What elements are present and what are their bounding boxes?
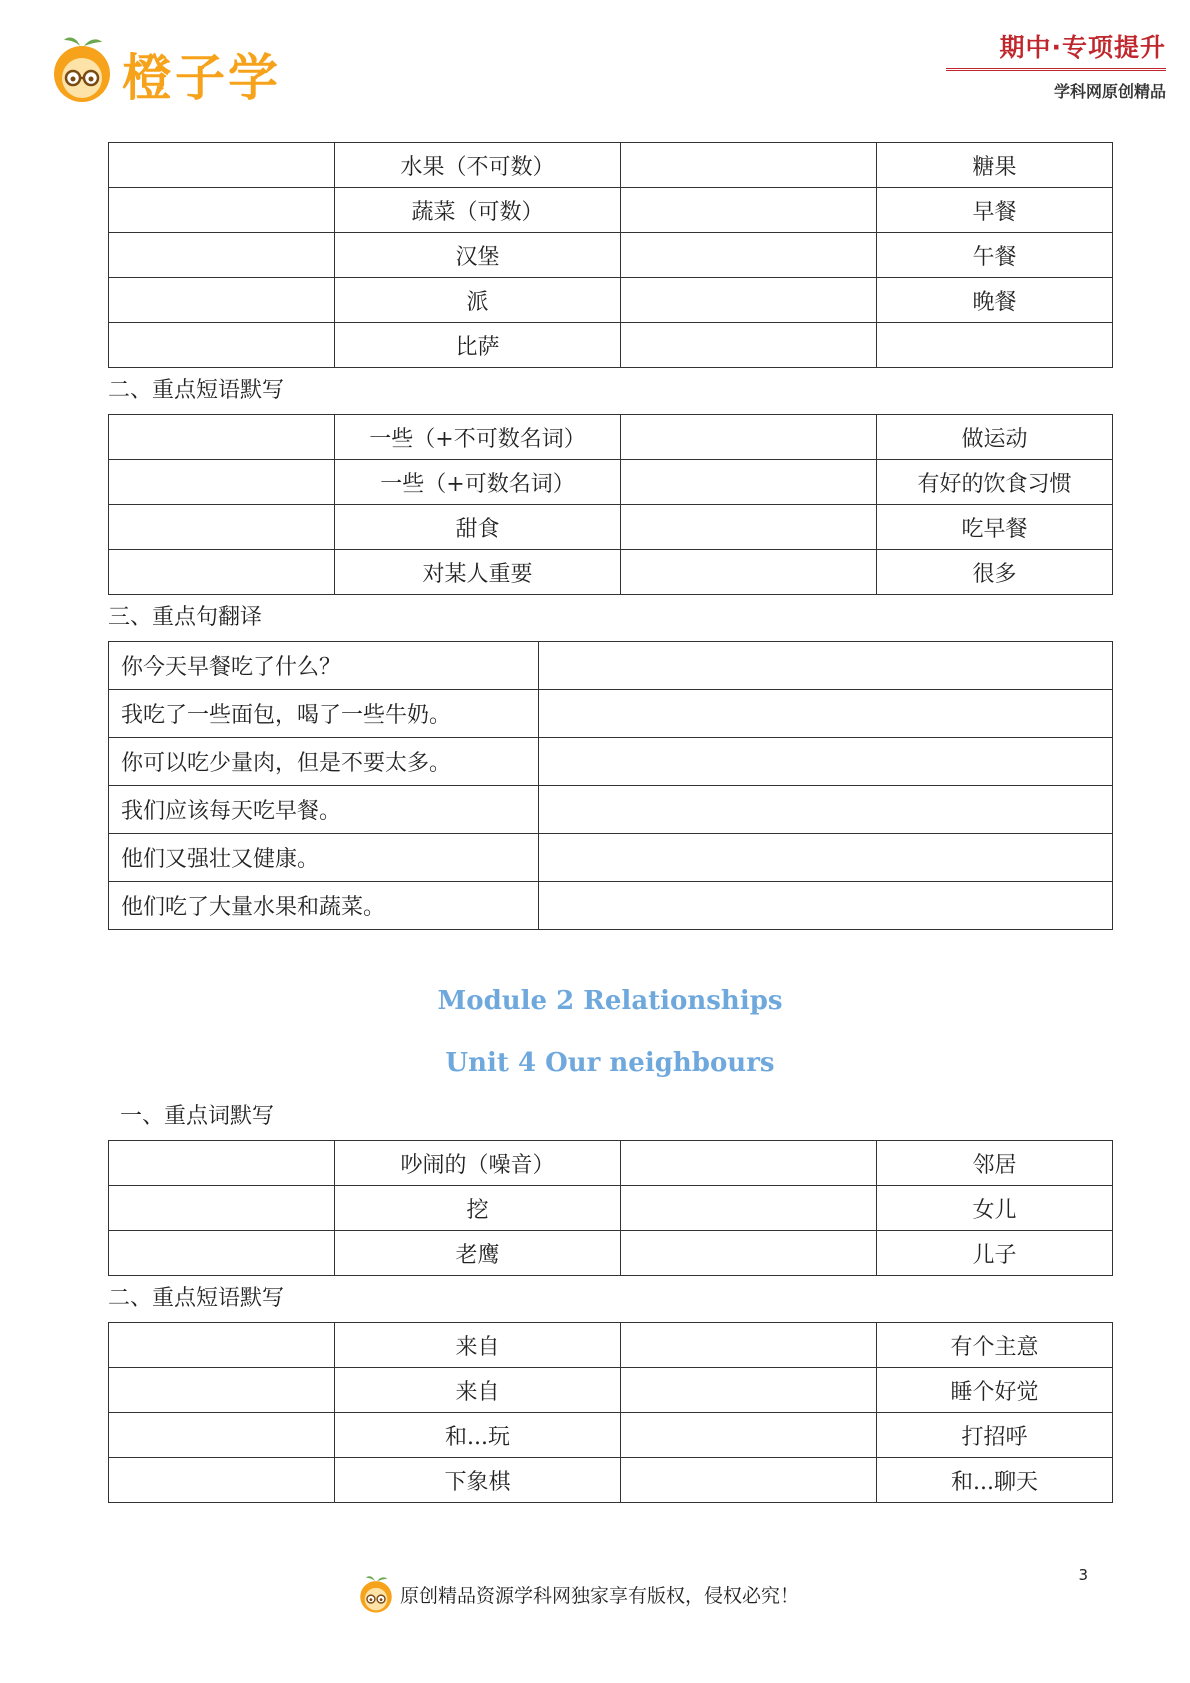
section-heading-unit-phrases: 二、重点短语默写 bbox=[108, 1286, 285, 1311]
answer-cell[interactable] bbox=[621, 143, 877, 188]
table-row bbox=[109, 415, 1113, 460]
brand-block bbox=[946, 28, 1166, 102]
page-number: 3 bbox=[1078, 1566, 1088, 1584]
section-heading-words: 一、重点词默写 bbox=[120, 1104, 275, 1129]
logo bbox=[50, 34, 290, 106]
prompt-cell: 早餐 bbox=[877, 188, 1113, 233]
table-row bbox=[109, 233, 1113, 278]
table-row bbox=[109, 1368, 1113, 1413]
prompt-cell: 晚餐 bbox=[877, 278, 1113, 323]
phrase-table bbox=[108, 414, 1113, 595]
answer-cell[interactable] bbox=[109, 550, 335, 595]
answer-cell[interactable] bbox=[621, 415, 877, 460]
prompt-cell: 汉堡 bbox=[335, 233, 621, 278]
table-row bbox=[109, 1186, 1113, 1231]
table-row bbox=[109, 550, 1113, 595]
prompt-cell: 有个主意 bbox=[877, 1323, 1113, 1368]
table-row bbox=[109, 786, 1113, 834]
logo-text: 橙子学 bbox=[122, 49, 281, 107]
answer-cell[interactable] bbox=[109, 1368, 335, 1413]
answer-cell[interactable] bbox=[621, 460, 877, 505]
answer-cell[interactable] bbox=[539, 738, 1113, 786]
answer-cell[interactable] bbox=[109, 1458, 335, 1503]
answer-cell[interactable] bbox=[621, 1368, 877, 1413]
answer-cell[interactable] bbox=[539, 642, 1113, 690]
page-footer bbox=[0, 1572, 1190, 1622]
unit-word-table bbox=[108, 1140, 1113, 1276]
table-row bbox=[109, 1458, 1113, 1503]
prompt-cell: 派 bbox=[335, 278, 621, 323]
prompt-cell: 下象棋 bbox=[335, 1458, 621, 1503]
prompt-cell: 和...聊天 bbox=[877, 1458, 1113, 1503]
answer-cell[interactable] bbox=[539, 882, 1113, 930]
answer-cell[interactable] bbox=[621, 1458, 877, 1503]
answer-cell[interactable] bbox=[621, 1141, 877, 1186]
prompt-cell: 午餐 bbox=[877, 233, 1113, 278]
table-row bbox=[109, 642, 1113, 690]
prompt-cell: 和...玩 bbox=[335, 1413, 621, 1458]
answer-cell[interactable] bbox=[621, 1231, 877, 1276]
page-header bbox=[0, 0, 1190, 120]
section-heading-sentences: 三、重点句翻译 bbox=[108, 605, 263, 630]
answer-cell[interactable] bbox=[109, 415, 335, 460]
answer-cell[interactable] bbox=[621, 278, 877, 323]
copyright-notice bbox=[358, 1572, 799, 1616]
sentence-cell: 你今天早餐吃了什么？ bbox=[109, 642, 539, 690]
prompt-cell: 女儿 bbox=[877, 1186, 1113, 1231]
answer-cell[interactable] bbox=[109, 1186, 335, 1231]
worksheet-content bbox=[108, 142, 1112, 1503]
sentence-cell: 我们应该每天吃早餐。 bbox=[109, 786, 539, 834]
unit-title: Unit 4 Our neighbours bbox=[445, 1048, 775, 1078]
table-row bbox=[109, 188, 1113, 233]
section-heading-phrases: 二、重点短语默写 bbox=[108, 378, 285, 403]
answer-cell[interactable] bbox=[109, 460, 335, 505]
vocab-table bbox=[108, 142, 1113, 368]
prompt-cell: 来自 bbox=[335, 1368, 621, 1413]
brand-title: 期中·专项提升 bbox=[946, 28, 1166, 71]
prompt-cell: 一些（+不可数名词） bbox=[335, 415, 621, 460]
prompt-cell: 做运动 bbox=[877, 415, 1113, 460]
sentence-cell: 他们吃了大量水果和蔬菜。 bbox=[109, 882, 539, 930]
answer-cell[interactable] bbox=[621, 1186, 877, 1231]
answer-cell[interactable] bbox=[539, 834, 1113, 882]
prompt-cell: 比萨 bbox=[335, 323, 621, 368]
prompt-cell: 很多 bbox=[877, 550, 1113, 595]
answer-cell[interactable] bbox=[621, 550, 877, 595]
table-row bbox=[109, 1231, 1113, 1276]
answer-cell[interactable] bbox=[109, 143, 335, 188]
prompt-cell: 打招呼 bbox=[877, 1413, 1113, 1458]
table-row bbox=[109, 143, 1113, 188]
answer-cell[interactable] bbox=[109, 1231, 335, 1276]
prompt-cell: 糖果 bbox=[877, 143, 1113, 188]
answer-cell[interactable] bbox=[621, 1413, 877, 1458]
sentence-cell: 我吃了一些面包，喝了一些牛奶。 bbox=[109, 690, 539, 738]
answer-cell[interactable] bbox=[877, 323, 1113, 368]
answer-cell[interactable] bbox=[621, 233, 877, 278]
answer-cell[interactable] bbox=[109, 188, 335, 233]
table-row bbox=[109, 323, 1113, 368]
table-row bbox=[109, 834, 1113, 882]
copyright-text: 原创精品资源学科网独家享有版权，侵权必究！ bbox=[400, 1584, 800, 1607]
unit-phrase-table bbox=[108, 1322, 1113, 1503]
prompt-cell: 吃早餐 bbox=[877, 505, 1113, 550]
answer-cell[interactable] bbox=[109, 1141, 335, 1186]
answer-cell[interactable] bbox=[109, 1413, 335, 1458]
sentence-cell: 你可以吃少量肉，但是不要太多。 bbox=[109, 738, 539, 786]
answer-cell[interactable] bbox=[109, 233, 335, 278]
answer-cell[interactable] bbox=[539, 786, 1113, 834]
prompt-cell: 吵闹的（噪音） bbox=[335, 1141, 621, 1186]
prompt-cell: 来自 bbox=[335, 1323, 621, 1368]
orange-mascot-icon bbox=[358, 1574, 394, 1614]
answer-cell[interactable] bbox=[539, 690, 1113, 738]
prompt-cell: 睡个好觉 bbox=[877, 1368, 1113, 1413]
table-row bbox=[109, 882, 1113, 930]
answer-cell[interactable] bbox=[109, 323, 335, 368]
table-row bbox=[109, 690, 1113, 738]
prompt-cell: 蔬菜（可数） bbox=[335, 188, 621, 233]
prompt-cell: 水果（不可数） bbox=[335, 143, 621, 188]
answer-cell[interactable] bbox=[621, 1323, 877, 1368]
table-row bbox=[109, 738, 1113, 786]
brand-subtitle: 学科网原创精品 bbox=[1053, 82, 1166, 101]
table-row bbox=[109, 278, 1113, 323]
table-row bbox=[109, 460, 1113, 505]
table-row bbox=[109, 1141, 1113, 1186]
prompt-cell: 老鹰 bbox=[335, 1231, 621, 1276]
table-row bbox=[109, 505, 1113, 550]
table-row bbox=[109, 1413, 1113, 1458]
prompt-cell: 儿子 bbox=[877, 1231, 1113, 1276]
answer-cell[interactable] bbox=[109, 1323, 335, 1368]
prompt-cell: 挖 bbox=[335, 1186, 621, 1231]
module-title: Module 2 Relationships bbox=[437, 986, 783, 1016]
answer-cell[interactable] bbox=[109, 278, 335, 323]
sentence-cell: 他们又强壮又健康。 bbox=[109, 834, 539, 882]
prompt-cell: 一些（+可数名词） bbox=[335, 460, 621, 505]
prompt-cell: 邻居 bbox=[877, 1141, 1113, 1186]
prompt-cell: 甜食 bbox=[335, 505, 621, 550]
orange-mascot-icon bbox=[50, 34, 114, 104]
answer-cell[interactable] bbox=[109, 505, 335, 550]
sentence-table bbox=[108, 641, 1113, 930]
table-row bbox=[109, 1323, 1113, 1368]
prompt-cell: 对某人重要 bbox=[335, 550, 621, 595]
answer-cell[interactable] bbox=[621, 323, 877, 368]
answer-cell[interactable] bbox=[621, 188, 877, 233]
prompt-cell: 有好的饮食习惯 bbox=[877, 460, 1113, 505]
answer-cell[interactable] bbox=[621, 505, 877, 550]
